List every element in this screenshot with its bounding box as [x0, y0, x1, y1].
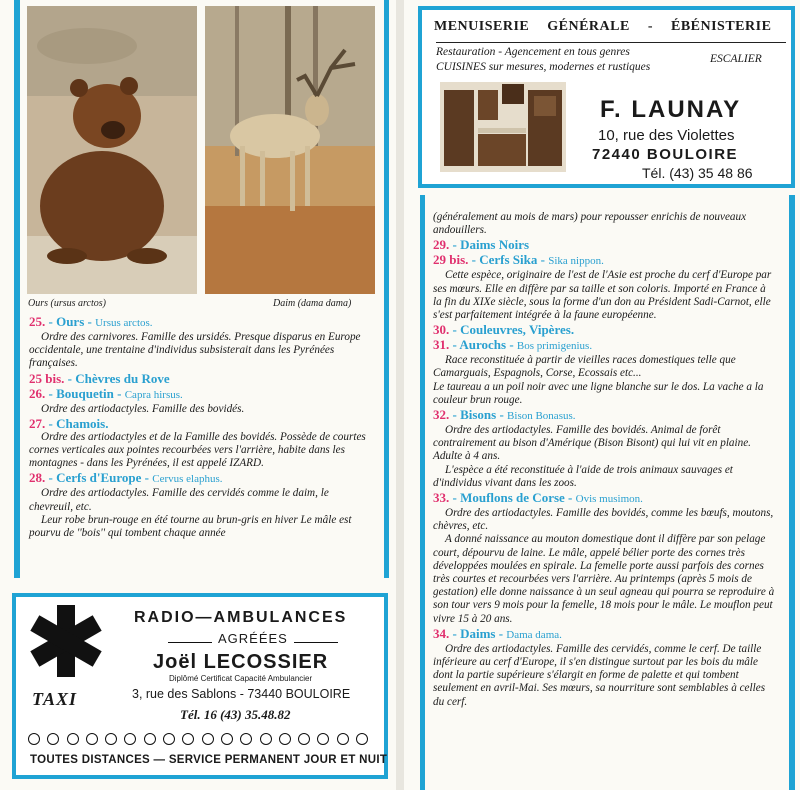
- menuiserie-ad: [418, 6, 795, 188]
- launay-street: 10, rue des Violettes: [598, 127, 735, 144]
- entry-28-heading: 28. - Cerfs d'Europe - Cervus elaphus.: [29, 470, 223, 486]
- ambulance-address: 3, rue des Sablons - 73440 BOULOIRE: [132, 687, 351, 701]
- entry-34-heading: 34. - Daims - Dama dama.: [433, 625, 562, 641]
- left-text-column: [29, 314, 374, 540]
- circle-icon: [279, 733, 291, 745]
- taxi-label: TAXI: [32, 689, 78, 709]
- circle-icon: [202, 733, 214, 745]
- circle-icon: [163, 733, 175, 745]
- launay-city: 72440 BOULOIRE: [592, 146, 739, 163]
- circle-icon: [221, 733, 233, 745]
- circle-icon: [240, 733, 252, 745]
- deer-caption: Daim (dama dama): [273, 298, 352, 309]
- ambulance-diploma: Diplômé Certificat Capacité Ambulancier: [169, 674, 313, 683]
- circle-icon: [67, 733, 79, 745]
- ambulance-title: RADIO—AMBULANCES: [134, 609, 348, 626]
- entry-28-text-2: Leur robe brun-rouge en été tourne au brun-gris en hiver Le mâle est pourvu de ''bois'' qui tombent chaque année: [29, 513, 352, 540]
- entry-27-text: Ordre des artiodactyles et de la Famille des bovidés. Possède de courtes cornes verticales aux pointes recourbées vers l'arrière, habite dans les montagnes - dans les Pyrénées, il est appelé IZARD.: [29, 430, 366, 470]
- entry-29-heading: 29. - Daims Noirs: [433, 237, 530, 253]
- entry-34-text: Ordre des artiodactyles. Famille des cervidés, comme le cerf. De taille inférieure au cerf d'Europe, il s'en distingue surtout par les bois du mâle dont la partie supérieure s'élargit en forme de palette et qui tombent seulement en avril-Mai. Ses mœurs, sa nourriture sont semblables à celles du cerf.: [433, 642, 766, 708]
- kitchen-photo: [440, 82, 566, 172]
- right-page-right-bar: [789, 195, 795, 790]
- circle-icon: [317, 733, 329, 745]
- left-page: [0, 0, 396, 790]
- right-margin-bar: [384, 0, 389, 578]
- menuiserie-title: MENUISERIE GÉNÉRALE - ÉBÉNISTERIE: [434, 19, 772, 34]
- entry-32-heading: 32. - Bisons - Bison Bonasus.: [433, 407, 576, 423]
- entry-33-text: Ordre des artiodactyles. Famille des bovidés, comme les bœufs, moutons, chèvres, etc.: [433, 507, 774, 533]
- circle-icon: [28, 733, 40, 745]
- entry-31-text: Race reconstituée à partir de vieilles races domestiques telle que Camarguais, Espagnols, Corse, Ecossais etc...: [433, 354, 736, 380]
- bear-caption: Ours (ursus arctos): [28, 298, 106, 309]
- entry-25-heading: 25. - Ours - Ursus arctos.: [29, 314, 153, 329]
- circle-row: [28, 732, 375, 750]
- entry-31-heading: 31. - Aurochs - Bos primigenius.: [433, 337, 593, 353]
- bear-photo: [27, 6, 197, 294]
- circle-icon: [182, 733, 194, 745]
- circle-icon: [260, 733, 272, 745]
- circle-icon: [337, 733, 349, 745]
- title-rule: [436, 42, 786, 43]
- entry-29bis-heading: 29 bis. - Cerfs Sika - Sika nippon.: [433, 252, 604, 268]
- launay-tel: Tél. (43) 35 48 86: [642, 165, 753, 181]
- right-text-column: [433, 211, 777, 709]
- entry-25bis-heading: 25 bis. - Chèvres du Rove: [29, 370, 170, 386]
- entry-26-heading: 26. - Bouquetin - Capra hirsus.: [29, 385, 183, 401]
- menuiserie-escalier: ESCALIER: [710, 53, 762, 65]
- circle-icon: [298, 733, 310, 745]
- book-spine: [396, 0, 404, 790]
- entry-31-text-2: Le taureau a un poil noir avec une ligne blanche sur le dos. La vache a la couleur brun rouge.: [433, 380, 764, 406]
- medical-star-icon: [28, 603, 104, 679]
- entry-30-heading: 30. - Couleuvres, Vipères.: [433, 322, 575, 338]
- circle-icon: [105, 733, 117, 745]
- deer-photo: [205, 6, 375, 294]
- left-margin-bar: [14, 0, 20, 578]
- ambulance-agreees: AGRÉÉES: [168, 631, 338, 646]
- entry-25-text: Ordre des carnivores. Famille des ursidés. Presque disparus en Europe occidentale, une trentaine d'individus subsisterait dans les Pyrénées françaises.: [29, 331, 361, 370]
- entry-32-text: Ordre des artiodactyles. Famille des bovidés. Animal de forêt contrairement au bison d'Amérique (Bison Bisont) qui lui vit en plaine. Adulte à 4 ans.: [433, 424, 751, 463]
- entry-33-text-2: A donné naissance au mouton domestique dont il diffère par son pelage court, dépourvu de laine. Le mâle, appelé bélier porte des cornes très développées moulées en spirale. La femelle porte aussi parfois des cornes très courtes et recourbées vers l'arrière. Au printemps (après 5 mois de gestation) elle donne naissance à un seul agneau qui pourra se reproduire à son tour vers 9 mois pour la femelle, 18 mois pour le mâle. Le mouflon peut vivre 15 à 20 ans.: [433, 533, 775, 625]
- ambulance-footer: TOUTES DISTANCES — SERVICE PERMANENT JOUR ET NUIT: [30, 754, 388, 766]
- entry-33-heading: 33. - Mouflons de Corse - Ovis musimon.: [433, 490, 643, 506]
- circle-icon: [124, 733, 136, 745]
- launay-name: F. LAUNAY: [600, 96, 742, 123]
- circle-icon: [86, 733, 98, 745]
- continued-text: (généralement au mois de mars) pour repousser enrichis de nouveaux andouillers.: [433, 211, 747, 237]
- circle-icon: [356, 733, 368, 745]
- ambulance-tel: Tél. 16 (43) 35.48.82: [180, 707, 291, 722]
- entry-32-text-2: L'espèce a été reconstituée à l'aide de trois animaux sauvages et d'individus vivant dans les zoos.: [433, 463, 733, 489]
- right-page-left-bar: [420, 195, 425, 790]
- circle-icon: [47, 733, 59, 745]
- entry-27-heading: 27. - Chamois.: [29, 415, 109, 431]
- menuiserie-line2: CUISINES sur mesures, modernes et rustiques: [436, 61, 651, 73]
- entry-26-text: Ordre des artiodactyles. Famille des bovidés.: [41, 402, 245, 415]
- entry-29bis-text: Cette espèce, originaire de l'est de l'Asie est proche du cerf d'Europe par ses mœurs. Elle en diffère par sa taille et son coloris. Importé en France à la fin du XIXe siècle, sous la forme d'un don au Président Sadi-Carnot, elle s'est parfaitement intégrée à la faune européenne.: [433, 269, 772, 322]
- menuiserie-line1: Restauration - Agencement en tous genres: [436, 46, 630, 58]
- entry-28-text: Ordre des artiodactyles. Famille des cervidés comme le daim, le chevreuil, etc.: [29, 487, 329, 513]
- circle-icon: [144, 733, 156, 745]
- ambulance-ad: [12, 593, 388, 779]
- ambulance-owner: Joël LECOSSIER: [153, 651, 329, 673]
- right-page: [404, 0, 800, 790]
